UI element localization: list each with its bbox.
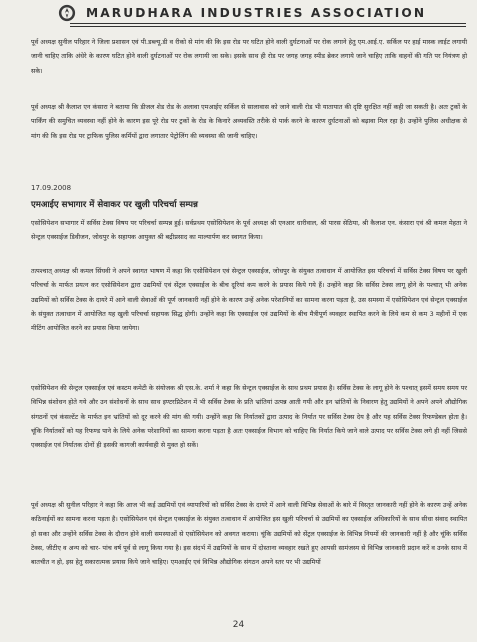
masthead	[0, 0, 477, 34]
article-paragraph-3: एसोसियेशन की सेन्ट्रल एक्साईज एवं कस्टम कमेटी के संयोजक श्री एस.के. शर्मा ने कहा कि सेन्ट्रल एक्साईज के साथ प्रथम प्रयास है। सर्विस टेक्स के लागू होने के पश्चात् इसमें समय समय पर विभिन्न संशोधन होते गये और उन संशोधनों के साथ साथ इण्टरप्रिटेशन में भी सर्विस टेक्स के प्रति भ्रांतियां उत्पन्न आती गयी और इन भ्रांतियों के निवारण हेतु उद्यमियों ने अपने अपने औद्योगिक संगठनों एवं कंसल्टेंट के मार्फत इन भ्रांतियों को दूर करने की मांग की गयी। उन्होंने कहा कि निर्यातकों द्वारा उत्पाद के निर्यात पर सर्विस टेक्स देय है और यह सर्विस टेक्स रिफण्डेबल होता है। चूंकि निर्यातकों को यह रिफण्ड पाने के लिये अनेक परेशानियों का सामना करना पड़ता है अतः एक्साईज विभाग को चाहिए कि निर्यात किये जाने वाले उत्पाद पर सर्विस टेक्स लगे ही नहीं जिससे एक्साईज एवं निर्यातक दोनों ही इसकी कागजी कार्यवाही से मुक्त हो सकें।	[31, 384, 467, 450]
article-date: 17.09.2008	[31, 184, 72, 192]
masthead-rule	[70, 23, 466, 27]
association-logo-icon	[58, 4, 76, 22]
intro-paragraph-1: पूर्व अध्यक्ष सुनील परिहार ने जिला प्रशासन एवं पी.डब्ल्यू.डी व रीको से मांग की कि इस रोड पर घटित होने वाली दुर्घटनाओं पर रोक लगाने हेतु एम.आई.ए. सर्किल पर हाई मास्क लाईट लगायी जानी चाहिए ताकि अंधेरे के कारण घटित होने वाली दुर्घटनाओं पर रोक लगायी जा सके। इसके साथ ही रोड पर जगह जगह स्पीड ब्रेकर लगाये जाने चाहिए ताकि वाहनों की गति पर नियंत्रण हो सके।	[31, 38, 467, 75]
article-paragraph-4: पूर्व अध्यक्ष श्री सुनील परिहार ने कहा कि आज भी कई उद्यमियों एवं व्यापारियों को सर्विस टेक्स के दायरे में आने वाली विभिन्न सेवाओं के बारे में विस्तृत जानकारी नहीं होने के कारण उन्हें अनेक कठिनाईयों का सामना करना पड़ता है। एसोसियेशन एवं सेन्ट्रल एक्साईज के संयुक्त तत्वाधान में आयोजित इस खुली परिचर्चा से उद्यमियों का एक्साईज अधिकारियों के साथ सीधा संवाद स्थापित हो सका और उन्होंने सर्विस टेक्स के दौरान होने वाली समस्याओं से एसोसियेशन को अवगत कराया। चूंकि उद्यमियों को सेंट्रल एक्साईज के विभिन्न नियमों की जानकारी नहीं है और चूंकि सर्विस टेक्स, जीटीए व अन्य को चार- पांच वर्ष पूर्व से लागू किया गया है। इस संदर्भ में उद्यमियों के साथ में दोस्ताना व्यवहार रखते हुए आपसी सामंजस्य से विभिन्न जानकारी प्रदान करें व उनके साथ में बातचीत न हो, इस हेतु सकारात्मक प्रयास किये जाने चाहिए। एमआईए एवं विभिन्न औद्योगिक संगठन अपने स्तर पर भी उद्यमियों	[31, 501, 467, 567]
org-name: MARUDHARA INDUSTRIES ASSOCIATION	[86, 6, 427, 20]
article-paragraph-1: एसोसियेशन सभागार में सर्विस टेक्स विषय पर परिचर्चा सम्पन्न हुई। सर्वप्रथम एसोसियेशन के पूर्व अध्यक्ष श्री एनआर धारीवाल, श्री पारस सेठिया, श्री कैलाश एन. कंसारा एवं श्री कमल मेहता ने सेन्ट्रल एक्साईज डिवीजन, जोधपुर के सहायक आयुक्त श्री बद्रीप्रसाद का माल्यार्पण कर स्वागत किया।	[31, 219, 467, 242]
intro-paragraph-2: पूर्व अध्यक्ष श्री कैलाश एन कंसारा ने बताया कि डीजल शेड रोड के अलावा एमआईए सर्किल से सालावास को जाने वाली रोड भी यातायात की दृष्टि सुरक्षित नहीं कही जा सकती है। अतः ट्रकों के पार्किंग की समुचित व्यवस्था नहीं होने के कारण इस पूरे रोड पर ट्रकों के रोड के किनारे अव्यवस्ति तरीके से पार्क करने के कारण दुर्घटनाओं को बढ़ावा मिल रहा है। उन्होंने पुलिस अधीक्षक से मांग की कि इस रोड पर ट्राफिक पुलिस कर्मियों द्वारा लगातार पेट्रोलिंग की व्यवस्था की जानी चाहिए।	[31, 103, 467, 140]
article-heading: एमआईए सभागार में सेवाकर पर खुली परिचर्चा सम्पन्न	[31, 200, 198, 210]
article-paragraph-2: तत्पश्चात् अध्यक्ष श्री कमल सिंघवी ने अपने स्वागत भाषण में कहा कि एसोसियेशन एवं सेन्ट्रल एक्साईज, जोधपुर के संयुक्त तत्वाधान में आयोजित इस परिचर्चा में सर्विस टेक्स विषय पर खुली परिचर्चा के मार्फत प्रयत्न कर एसोसियेशन द्वारा उद्यमियों एवं सेंट्रल एक्साईज के बीच दूरियां कम करने के प्रयास किये गये हैं। उन्होंने कहा कि सर्विस टेक्स लागू होने के पश्चात् भी अनेक उद्यमियों को सर्विस टेक्स के दायरे में आने वाली सेवाओं की पूर्ण जानकारी नहीं होने के कारण उन्हें अनेक परेशानियों का सामना करना पड़ता है, उस समस्या में एसोसियेशन एवं सेन्ट्रल एक्साईज के संयुक्त तत्वाधान में आयोजित यह खुली परिचर्चा सहायक सिद्ध होगी। उन्होंने कहा कि एक्साईज एवं उद्यमियों के बीच मैत्रीपूर्ण व्यवहार स्थापित करने के लिये कम से कम 3 महीनों में एक मीटिंग आयोजित करने का प्रयास किया जायेगा।	[31, 267, 467, 333]
page-number: 24	[232, 620, 245, 630]
